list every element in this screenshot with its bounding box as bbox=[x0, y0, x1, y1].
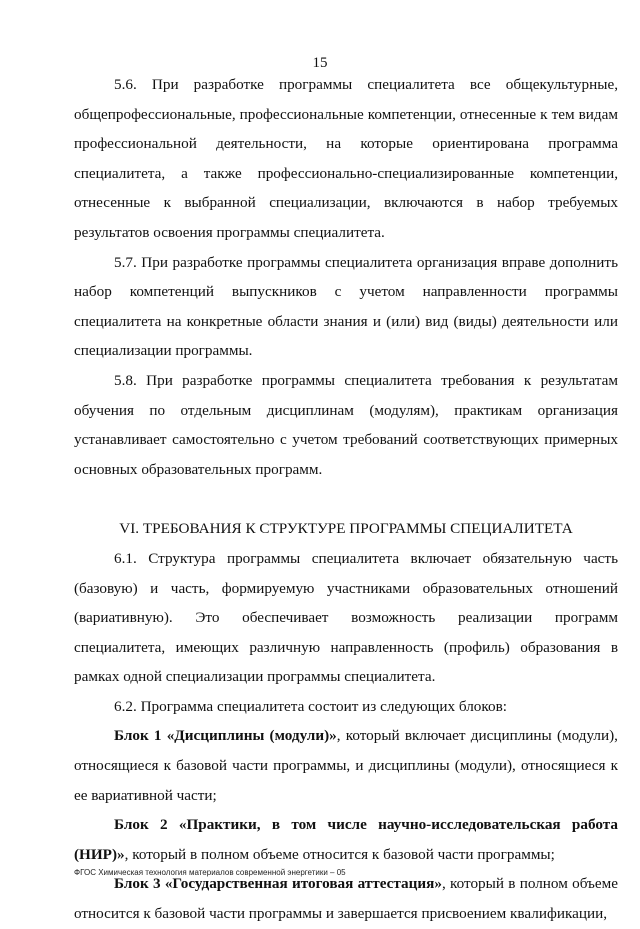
block-3-text: , который в полном объеме относится к базовой части программы и завершается присвоением квалификации, bbox=[74, 875, 618, 923]
paragraph-5-7: 5.7. При разработке программы специалитета организация вправе дополнить набор компетенций выпускников с учетом направленности программы специалитета на конкретные области знания и (или) вид (виды) деятельности или специализации программы. bbox=[74, 253, 618, 360]
paragraph-6-1: 6.1. Структура программы специалитета включает обязательную часть (базовую) и часть, формируемую участниками образовательных отношений (вариативную). Это обеспечивает возможность реализации программ специалитета, имеющих различную направленность (профиль) образования в рамках одной специализации программы специалитета. bbox=[74, 549, 618, 686]
section-heading-vi: VI. ТРЕБОВАНИЯ К СТРУКТУРЕ ПРОГРАММЫ СПЕЦИАЛИТЕТА bbox=[119, 520, 573, 538]
paragraph-6-2: 6.2. Программа специалитета состоит из следующих блоков: bbox=[114, 697, 507, 715]
block-2-title: Блок 2 «Практики, в том числе научно-исследовательская работа (НИР)» bbox=[74, 816, 618, 863]
paragraph-5-8: 5.8. При разработке программы специалитета требования к результатам обучения по отдельным дисциплинам (модулям), практикам организация устанавливает самостоятельно с учетом требований соответствующих примерных основных образовательных программ. bbox=[74, 371, 618, 478]
block-3-title: Блок 3 «Государственная итоговая аттестация» bbox=[114, 875, 442, 893]
block-3-paragraph bbox=[74, 869, 618, 928]
document-body bbox=[74, 70, 618, 929]
block-2-text: , который в полном объеме относится к базовой части программы; bbox=[124, 845, 555, 863]
page-footer: ФГОС Химическая технология материалов современной энергетики – 05 bbox=[74, 868, 346, 877]
block-2-paragraph bbox=[74, 810, 618, 869]
paragraph-5-6: 5.6. При разработке программы специалитета все общекультурные, общепрофессиональные, профессиональные компетенции, отнесенные к тем видам профессиональной деятельности, на которые ориентирована программа специалитета, а также профессионально-специализированные компетенции, отнесенные к выбранной специализации, включаются в набор требуемых результатов освоения программы специалитета. bbox=[74, 76, 618, 241]
block-1-text: , который включает дисциплины (модули), относящиеся к базовой части программы, и дисциплины (модули), относящиеся к ее вариативной части; bbox=[74, 727, 618, 804]
block-1-title: Блок 1 «Дисциплины (модули)» bbox=[114, 727, 337, 745]
block-1-paragraph bbox=[74, 721, 618, 810]
page-number: 15 bbox=[312, 55, 328, 71]
